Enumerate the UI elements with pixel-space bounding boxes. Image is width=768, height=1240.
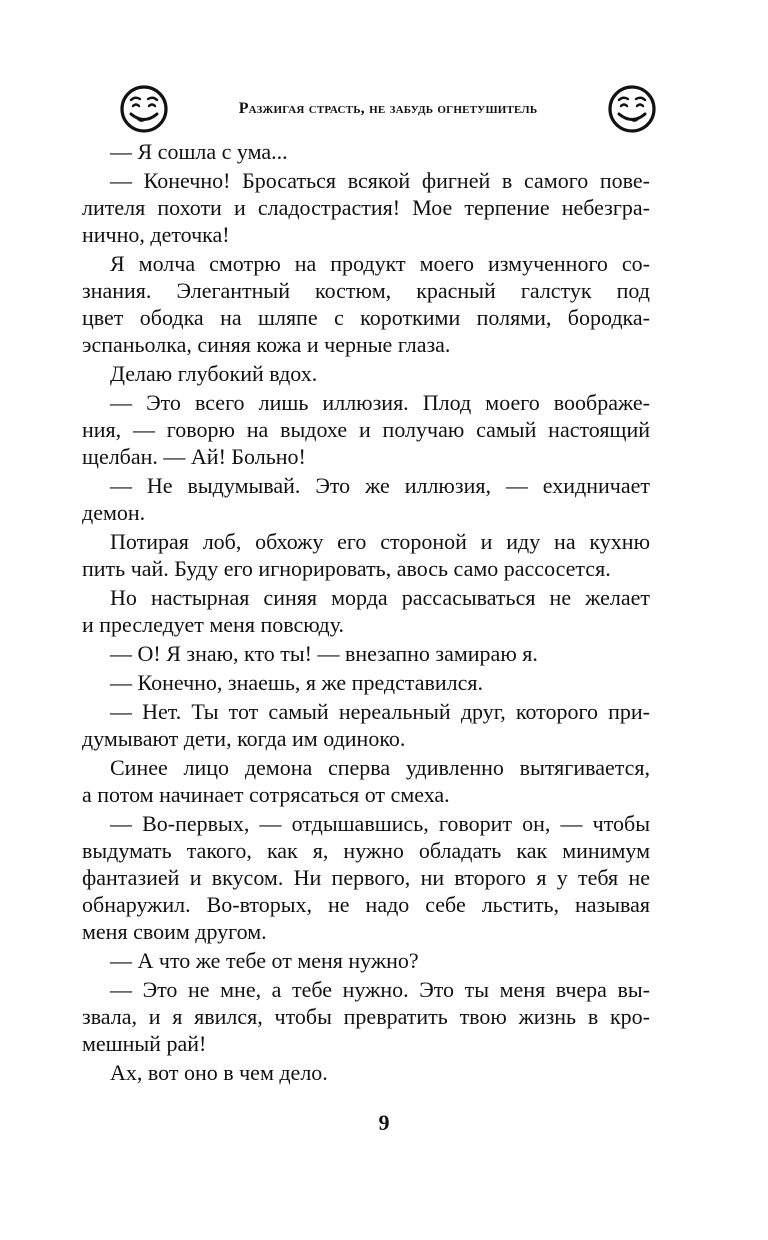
paragraph bbox=[82, 976, 650, 1057]
paragraph bbox=[82, 754, 650, 808]
text-line: Делаю глубокий вдох. bbox=[110, 361, 318, 386]
text-line: Но настырная синяя морда рассасываться не желает bbox=[110, 585, 650, 610]
paragraph bbox=[82, 640, 650, 667]
text-line: — Нет. Ты тот самый нереальный друг, которого при- bbox=[110, 699, 650, 724]
text-line: и преследует меня повсюду. bbox=[82, 612, 345, 637]
text-line: Синее лицо демона сперва удивленно вытягивается, bbox=[110, 755, 650, 780]
text-line: меня своим другом. bbox=[82, 919, 267, 944]
paragraph bbox=[82, 669, 650, 696]
body-text bbox=[82, 138, 650, 1086]
smiley-face-icon bbox=[118, 83, 170, 135]
paragraph bbox=[82, 584, 650, 638]
page-number: 9 bbox=[378, 1110, 390, 1135]
text-line: думывают дети, когда им одиноко. bbox=[82, 726, 406, 751]
text-line: — Конечно! Бросаться всякой фигней в самого пове- bbox=[110, 168, 650, 193]
running-header bbox=[118, 78, 658, 140]
paragraph bbox=[82, 1059, 650, 1086]
paragraph bbox=[82, 389, 650, 470]
text-line: — Во-первых, — отдышавшись, говорит он, — чтобы bbox=[110, 811, 650, 836]
text-line: звала, и я явился, чтобы превратить твою жизнь в кро- bbox=[82, 1004, 650, 1029]
paragraph bbox=[82, 360, 650, 387]
paragraph bbox=[82, 947, 650, 974]
paragraph bbox=[82, 472, 650, 526]
text-line: — Это всего лишь иллюзия. Плод моего воображе- bbox=[110, 390, 650, 415]
text-line: цвет ободка на шляпе с короткими полями, бородка- bbox=[82, 305, 650, 330]
text-line: знания. Элегантный костюм, красный галстук под bbox=[82, 278, 650, 303]
text-line: щелбан. — Ай! Больно! bbox=[82, 444, 306, 469]
text-line: Потирая лоб, обхожу его стороной и иду на кухню bbox=[110, 529, 650, 554]
text-line: выдумать такого, как я, нужно обладать как минимум bbox=[82, 838, 650, 863]
text-line: эспаньолка, синяя кожа и черные глаза. bbox=[82, 332, 451, 357]
text-line: мешный рай! bbox=[82, 1031, 207, 1056]
text-line: демон. bbox=[82, 500, 146, 525]
text-line: обнаружил. Во-вторых, не надо себе льстить, называя bbox=[82, 892, 650, 917]
text-line: нично, деточка! bbox=[82, 222, 230, 247]
text-line: — Я сошла с ума... bbox=[110, 139, 288, 164]
text-line: ния, — говорю на выдохе и получаю самый настоящий bbox=[82, 417, 650, 442]
paragraph bbox=[82, 810, 650, 945]
text-line: — Это не мне, а тебе нужно. Это ты меня вчера вы- bbox=[110, 977, 650, 1002]
running-title: Разжигая страсть, не забудь огнетушитель bbox=[238, 100, 538, 117]
paragraph bbox=[82, 250, 650, 358]
text-line: — Конечно, знаешь, я же представился. bbox=[110, 670, 484, 695]
text-line: — Не выдумывай. Это же иллюзия, — ехидничает bbox=[110, 473, 650, 498]
text-line: Я молча смотрю на продукт моего измученного со- bbox=[110, 251, 650, 276]
text-line: — А что же тебе от меня нужно? bbox=[110, 948, 419, 973]
text-line: пить чай. Буду его игнорировать, авось само рассосется. bbox=[82, 556, 611, 581]
text-line: фантазией и вкусом. Ни первого, ни второго я у тебя не bbox=[82, 865, 650, 890]
text-line: а потом начинает сотрясаться от смеха. bbox=[82, 782, 450, 807]
smiley-face-icon bbox=[606, 83, 658, 135]
text-line: — О! Я знаю, кто ты! — внезапно замираю я. bbox=[110, 641, 538, 666]
paragraph bbox=[82, 138, 650, 165]
paragraph bbox=[82, 698, 650, 752]
paragraph bbox=[82, 167, 650, 248]
text-line: лителя похоти и сладострастия! Мое терпение небезгра- bbox=[82, 195, 650, 220]
text-line: Ах, вот оно в чем дело. bbox=[110, 1060, 328, 1085]
paragraph bbox=[82, 528, 650, 582]
